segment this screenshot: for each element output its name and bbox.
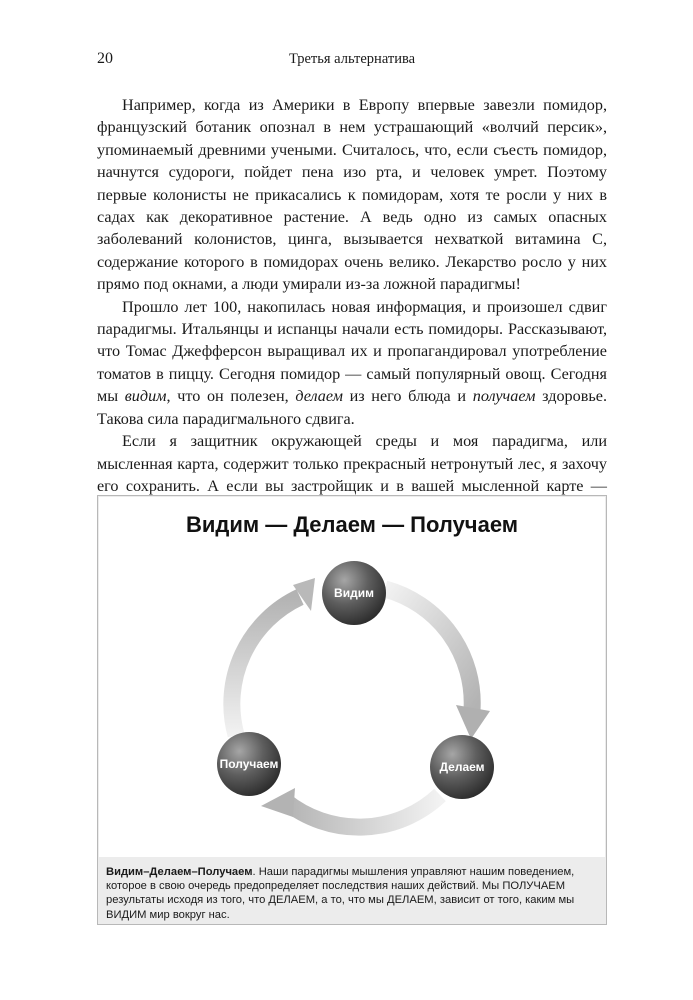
paragraph-2-text: Прошло лет 100, накопилась новая информация, и произошел сдвиг парадигмы. Итальянцы и испанцы начали есть помидоры. Рассказывают, что Томас Джефферсон выращивал их и пропагандировал употребление томатов в пиццу. Сегодня помидор — самый популярный овощ. Сегодня мы [97,297,607,406]
emphasis-see: видим [124,387,167,406]
running-title: Третья альтернатива [288,51,416,67]
running-head [97,50,607,72]
paragraph-2-text: из него блюда и [342,387,473,406]
page-number: 20 [97,50,113,67]
figure-title: Видим — Делаем — Получаем [185,512,519,537]
paragraph-2 [97,296,607,430]
node-see-label: Видим [334,586,374,600]
paragraph-1: Например, когда из Америки в Европу впервые завезли помидор, французский ботаник опознал в нем устрашающий «волчий персик», упоминаемый древними учеными. Считалось, что, если съесть помидор, начнутся судороги, пойдет пена изо рта, и человек умрет. Поэтому первые колонисты не прикасались к помидорам, хотя те росли у них в садах как декоративное растение. А ведь одно из самых опасных заболеваний колонистов, цинга, вызывается нехваткой витамина С, содержание которого в помидорах очень велико. Лекарство росло у них прямо под окнами, а люди умирали из-за ложной парадигмы! [97,96,607,294]
caption-bold: Видим–Делаем–Получаем [106,866,253,878]
caption-text: . Наши парадигмы мышления управляют нашим поведением, которое в свою очередь предопределяет последствия наших действий. Мы ПОЛУЧАЕМ результаты исходя из того, что ДЕЛАЕМ, а то, что мы ДЕЛАЕМ, зависит от того, каким мы ВИДИМ мир вокруг нас. [106,866,575,921]
emphasis-do: делаем [295,387,343,406]
cycle-diagram [99,497,605,857]
arrow-do-to-get [261,788,440,827]
body-text [97,94,607,542]
paragraph-2-text: , что он полезен, [166,387,296,406]
arrow-see-to-do [385,589,490,739]
emphasis-get: получаем [472,387,536,406]
paragraph-3: Если я защитник окружающей среды и моя парадигма, или мысленная карта, содержит только прекрасный нетронутый лес, я захочу его сохранить. А если вы застройщик и в вашей мысленной карте — [97,432,607,495]
node-get-label: Получаем [219,757,279,771]
figure-panel [99,497,605,857]
arrow-get-to-see [232,578,315,735]
figure [97,495,607,925]
figure-caption [106,865,600,922]
node-do-label: Делаем [439,760,485,774]
paragraph-2-text: здоровье. Такова сила парадигмального сдвига. [97,387,607,428]
